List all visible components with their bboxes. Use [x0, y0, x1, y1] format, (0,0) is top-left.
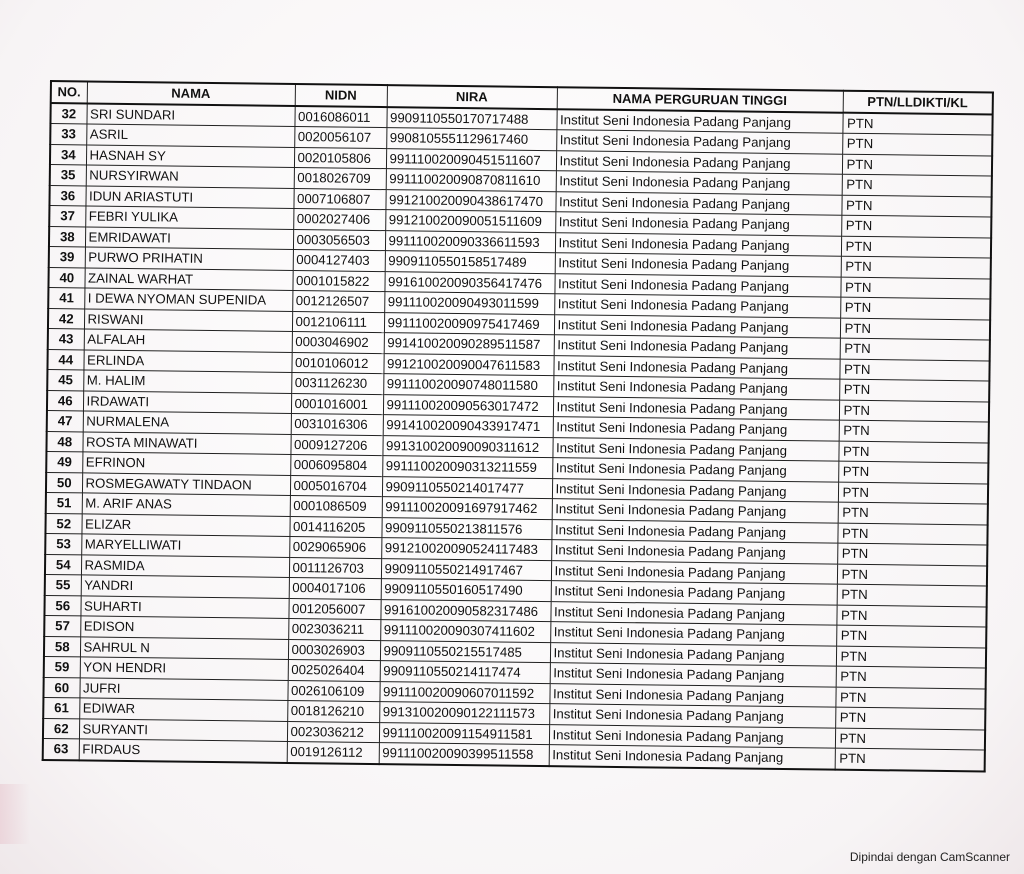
- row-ptn-lldikti-kl: PTN: [839, 420, 989, 442]
- row-ptn-lldikti-kl: PTN: [837, 543, 987, 565]
- row-nidn: 0005016704: [290, 475, 382, 497]
- row-perguruan-tinggi: Institut Seni Indonesia Padang Panjang: [549, 683, 835, 707]
- row-no: 37: [49, 206, 85, 227]
- row-perguruan-tinggi: Institut Seni Indonesia Padang Panjang: [553, 417, 839, 441]
- row-nidn: 0023036211: [288, 618, 380, 640]
- row-nira: 991210020090047611583: [383, 353, 553, 376]
- scan-smudge: [0, 784, 30, 844]
- row-nira: 991310020090090311612: [382, 435, 552, 458]
- row-ptn-lldikti-kl: PTN: [835, 687, 985, 709]
- row-perguruan-tinggi: Institut Seni Indonesia Padang Panjang: [555, 232, 841, 256]
- row-nira: 991110020090313211559: [382, 456, 552, 479]
- row-nira: 991110020090748011580: [383, 374, 553, 397]
- row-no: 48: [46, 431, 82, 452]
- row-ptn-lldikti-kl: PTN: [840, 277, 990, 299]
- row-perguruan-tinggi: Institut Seni Indonesia Padang Panjang: [550, 642, 836, 666]
- row-nidn: 0025026404: [288, 659, 380, 681]
- row-nama: I DEWA NYOMAN SUPENIDA: [84, 288, 292, 311]
- row-nama: M. ARIF ANAS: [82, 493, 290, 516]
- header-nama: NAMA: [87, 81, 295, 105]
- table-body: [43, 103, 993, 771]
- row-nama: ELIZAR: [81, 513, 289, 536]
- row-nidn: 0016086011: [294, 105, 386, 127]
- row-perguruan-tinggi: Institut Seni Indonesia Padang Panjang: [549, 724, 835, 748]
- row-perguruan-tinggi: Institut Seni Indonesia Padang Panjang: [554, 273, 840, 297]
- row-perguruan-tinggi: Institut Seni Indonesia Padang Panjang: [556, 150, 842, 174]
- row-nira: 991310020090122111573: [379, 702, 549, 725]
- row-no: 36: [49, 185, 85, 206]
- row-nira: 991110020090975417469: [384, 312, 554, 335]
- row-nidn: 0020056107: [294, 126, 386, 148]
- row-nama: EMRIDAWATI: [85, 226, 293, 249]
- row-no: 57: [44, 615, 80, 636]
- row-nama: YANDRI: [81, 575, 289, 598]
- row-no: 58: [44, 636, 80, 657]
- row-nidn: 0001086509: [290, 495, 382, 517]
- row-perguruan-tinggi: Institut Seni Indonesia Padang Panjang: [554, 314, 840, 338]
- row-perguruan-tinggi: Institut Seni Indonesia Padang Panjang: [550, 663, 836, 687]
- row-ptn-lldikti-kl: PTN: [839, 359, 989, 381]
- row-nidn: 0031016306: [291, 413, 383, 435]
- row-no: 56: [44, 595, 80, 616]
- row-no: 49: [46, 451, 82, 472]
- row-nama: IDUN ARIASTUTI: [85, 185, 293, 208]
- row-nira: 991110020091154911581: [379, 722, 549, 745]
- row-no: 43: [48, 328, 84, 349]
- row-nidn: 0003026903: [288, 639, 380, 661]
- row-ptn-lldikti-kl: PTN: [835, 707, 985, 729]
- row-perguruan-tinggi: Institut Seni Indonesia Padang Panjang: [555, 212, 841, 236]
- row-ptn-lldikti-kl: PTN: [841, 215, 991, 237]
- header-perguruan-tinggi: NAMA PERGURUAN TINGGI: [557, 87, 843, 112]
- row-nira: 991110020090307411602: [380, 620, 550, 643]
- row-nama: ALFALAH: [84, 329, 292, 352]
- row-ptn-lldikti-kl: PTN: [838, 482, 988, 504]
- row-perguruan-tinggi: Institut Seni Indonesia Padang Panjang: [550, 601, 836, 625]
- row-nama: FIRDAUS: [79, 739, 287, 763]
- row-nira: 991110020090607011592: [379, 681, 549, 704]
- row-no: 53: [45, 533, 81, 554]
- row-nama: RISWANI: [84, 308, 292, 331]
- row-no: 35: [50, 165, 86, 186]
- row-perguruan-tinggi: Institut Seni Indonesia Padang Panjang: [556, 171, 842, 195]
- row-ptn-lldikti-kl: PTN: [835, 748, 985, 771]
- row-ptn-lldikti-kl: PTN: [841, 195, 991, 217]
- row-nama: SRI SUNDARI: [86, 103, 294, 127]
- row-ptn-lldikti-kl: PTN: [840, 338, 990, 360]
- row-nira: 9908105551129617460: [386, 128, 556, 151]
- row-nira: 991110020090399511558: [379, 743, 549, 766]
- row-nidn: 0018126210: [287, 700, 379, 722]
- row-nidn: 0019126112: [287, 741, 379, 763]
- row-nidn: 0014116205: [289, 516, 381, 538]
- header-nira: NIRA: [387, 85, 557, 109]
- lecturer-table: [42, 80, 994, 772]
- row-nira: 991410020090433917471: [383, 415, 553, 438]
- row-nira: 991210020090438617470: [385, 189, 555, 212]
- row-no: 38: [49, 226, 85, 247]
- row-perguruan-tinggi: Institut Seni Indonesia Padang Panjang: [552, 437, 838, 461]
- row-no: 47: [47, 410, 83, 431]
- row-ptn-lldikti-kl: PTN: [835, 728, 985, 750]
- row-ptn-lldikti-kl: PTN: [841, 256, 991, 278]
- row-nama: SAHRUL N: [80, 636, 288, 659]
- row-no: 39: [49, 246, 85, 267]
- row-ptn-lldikti-kl: PTN: [839, 379, 989, 401]
- row-ptn-lldikti-kl: PTN: [837, 584, 987, 606]
- row-ptn-lldikti-kl: PTN: [836, 646, 986, 668]
- header-ptn-lldikti-kl: PTN/LLDIKTI/KL: [843, 91, 993, 114]
- row-ptn-lldikti-kl: PTN: [842, 112, 992, 135]
- row-nira: 991110020090563017472: [383, 394, 553, 417]
- row-nira: 991610020090356417476: [384, 271, 554, 294]
- row-ptn-lldikti-kl: PTN: [842, 154, 992, 176]
- row-no: 52: [45, 513, 81, 534]
- row-nama: ROSTA MINAWATI: [82, 431, 290, 454]
- row-nama: SUHARTI: [80, 595, 288, 618]
- row-nama: ERLINDA: [83, 349, 291, 372]
- row-nidn: 0011126703: [289, 557, 381, 579]
- row-nira: 991410020090289511587: [384, 333, 554, 356]
- row-nira: 9909110550215517485: [380, 640, 550, 663]
- row-perguruan-tinggi: Institut Seni Indonesia Padang Panjang: [551, 519, 837, 543]
- row-ptn-lldikti-kl: PTN: [836, 625, 986, 647]
- row-perguruan-tinggi: Institut Seni Indonesia Padang Panjang: [552, 499, 838, 523]
- row-perguruan-tinggi: Institut Seni Indonesia Padang Panjang: [551, 560, 837, 584]
- header-no: NO.: [51, 81, 87, 103]
- row-nama: EDIWAR: [79, 698, 287, 721]
- row-nira: 9909110550213811576: [381, 517, 551, 540]
- row-nira: 9909110550214017477: [382, 476, 552, 499]
- row-nama: RASMIDA: [81, 554, 289, 577]
- row-nidn: 0012056007: [288, 598, 380, 620]
- row-ptn-lldikti-kl: PTN: [837, 523, 987, 545]
- row-nama: EDISON: [80, 616, 288, 639]
- row-nama: JUFRI: [79, 677, 287, 700]
- row-nira: 991110020090870811610: [386, 169, 556, 192]
- row-no: 51: [46, 492, 82, 513]
- row-nira: 9909110550214917467: [381, 558, 551, 581]
- row-nidn: 0023036212: [287, 721, 379, 743]
- row-nama: ZAINAL WARHAT: [84, 267, 292, 290]
- row-ptn-lldikti-kl: PTN: [842, 174, 992, 196]
- row-no: 62: [43, 718, 79, 739]
- row-nira: 9909110550158517489: [385, 251, 555, 274]
- row-no: 50: [46, 472, 82, 493]
- row-nidn: 0006095804: [290, 454, 382, 476]
- row-nama: FEBRI YULIKA: [85, 206, 293, 229]
- row-no: 54: [45, 554, 81, 575]
- row-perguruan-tinggi: Institut Seni Indonesia Padang Panjang: [555, 191, 841, 215]
- row-nira: 991110020090451511607: [386, 148, 556, 171]
- row-nama: NURSYIRWAN: [86, 165, 294, 188]
- row-no: 40: [48, 267, 84, 288]
- row-ptn-lldikti-kl: PTN: [837, 564, 987, 586]
- row-nidn: 0004127403: [293, 249, 385, 271]
- row-nidn: 0001016001: [291, 393, 383, 415]
- row-nama: ASRIL: [86, 124, 294, 147]
- row-nidn: 0031126230: [291, 372, 383, 394]
- row-no: 60: [43, 677, 79, 698]
- row-no: 61: [43, 697, 79, 718]
- row-perguruan-tinggi: Institut Seni Indonesia Padang Panjang: [553, 355, 839, 379]
- row-perguruan-tinggi: Institut Seni Indonesia Padang Panjang: [556, 109, 842, 133]
- row-perguruan-tinggi: Institut Seni Indonesia Padang Panjang: [552, 478, 838, 502]
- row-nidn: 0003056503: [293, 229, 385, 251]
- row-no: 42: [48, 308, 84, 329]
- row-nira: 9909110550170717488: [386, 107, 556, 130]
- row-perguruan-tinggi: Institut Seni Indonesia Padang Panjang: [549, 704, 835, 728]
- row-nidn: 0012126507: [292, 290, 384, 312]
- row-no: 59: [44, 656, 80, 677]
- row-no: 32: [50, 103, 86, 124]
- row-nidn: 0029065906: [289, 536, 381, 558]
- row-perguruan-tinggi: Institut Seni Indonesia Padang Panjang: [554, 335, 840, 359]
- row-nidn: 0009127206: [290, 434, 382, 456]
- row-nama: ROSMEGAWATY TINDAON: [82, 472, 290, 495]
- row-perguruan-tinggi: Institut Seni Indonesia Padang Panjang: [551, 581, 837, 605]
- row-nira: 9909110550214117474: [380, 661, 550, 684]
- row-ptn-lldikti-kl: PTN: [841, 236, 991, 258]
- row-no: 63: [43, 738, 79, 759]
- row-ptn-lldikti-kl: PTN: [840, 297, 990, 319]
- row-nama: PURWO PRIHATIN: [85, 247, 293, 270]
- row-nama: MARYELLIWATI: [81, 534, 289, 557]
- row-ptn-lldikti-kl: PTN: [838, 502, 988, 524]
- row-nira: 9909110550160517490: [381, 579, 551, 602]
- row-ptn-lldikti-kl: PTN: [836, 605, 986, 627]
- row-nidn: 0010106012: [291, 352, 383, 374]
- row-nidn: 0004017106: [289, 577, 381, 599]
- row-ptn-lldikti-kl: PTN: [838, 441, 988, 463]
- row-perguruan-tinggi: Institut Seni Indonesia Padang Panjang: [552, 458, 838, 482]
- row-nidn: 0020105806: [294, 147, 386, 169]
- row-perguruan-tinggi: Institut Seni Indonesia Padang Panjang: [550, 622, 836, 646]
- row-ptn-lldikti-kl: PTN: [836, 666, 986, 688]
- row-perguruan-tinggi: Institut Seni Indonesia Padang Panjang: [553, 376, 839, 400]
- row-nira: 991110020091697917462: [382, 497, 552, 520]
- row-no: 46: [47, 390, 83, 411]
- row-nama: YON HENDRI: [80, 657, 288, 680]
- row-no: 34: [50, 144, 86, 165]
- row-nira: 991110020090336611593: [385, 230, 555, 253]
- row-nidn: 0007106807: [293, 188, 385, 210]
- row-nidn: 0018026709: [294, 167, 386, 189]
- row-no: 45: [47, 369, 83, 390]
- row-nira: 991210020090051511609: [385, 210, 555, 233]
- row-perguruan-tinggi: Institut Seni Indonesia Padang Panjang: [553, 396, 839, 420]
- row-nira: 991110020090493011599: [384, 292, 554, 315]
- row-no: 41: [48, 287, 84, 308]
- row-nidn: 0012106111: [292, 311, 384, 333]
- row-nidn: 0002027406: [293, 208, 385, 230]
- row-nira: 991210020090524117483: [381, 538, 551, 561]
- row-nidn: 0003046902: [292, 331, 384, 353]
- row-nidn: 0026106109: [287, 680, 379, 702]
- row-ptn-lldikti-kl: PTN: [842, 133, 992, 155]
- header-nidn: NIDN: [295, 84, 387, 107]
- row-nidn: 0001015822: [292, 270, 384, 292]
- row-perguruan-tinggi: Institut Seni Indonesia Padang Panjang: [551, 540, 837, 564]
- row-perguruan-tinggi: Institut Seni Indonesia Padang Panjang: [554, 294, 840, 318]
- row-no: 55: [45, 574, 81, 595]
- row-ptn-lldikti-kl: PTN: [839, 400, 989, 422]
- row-ptn-lldikti-kl: PTN: [840, 318, 990, 340]
- row-perguruan-tinggi: Institut Seni Indonesia Padang Panjang: [549, 745, 835, 769]
- row-no: 33: [50, 124, 86, 145]
- row-nama: M. HALIM: [83, 370, 291, 393]
- row-perguruan-tinggi: Institut Seni Indonesia Padang Panjang: [555, 253, 841, 277]
- row-ptn-lldikti-kl: PTN: [838, 461, 988, 483]
- row-nama: IRDAWATI: [83, 390, 291, 413]
- row-nira: 991610020090582317486: [380, 599, 550, 622]
- row-no: 44: [47, 349, 83, 370]
- row-perguruan-tinggi: Institut Seni Indonesia Padang Panjang: [556, 130, 842, 154]
- row-nama: EFRINON: [82, 452, 290, 475]
- row-nama: NURMALENA: [83, 411, 291, 434]
- camscanner-watermark: Dipindai dengan CamScanner: [849, 850, 1010, 864]
- row-nama: HASNAH SY: [86, 144, 294, 167]
- row-nama: SURYANTI: [79, 718, 287, 741]
